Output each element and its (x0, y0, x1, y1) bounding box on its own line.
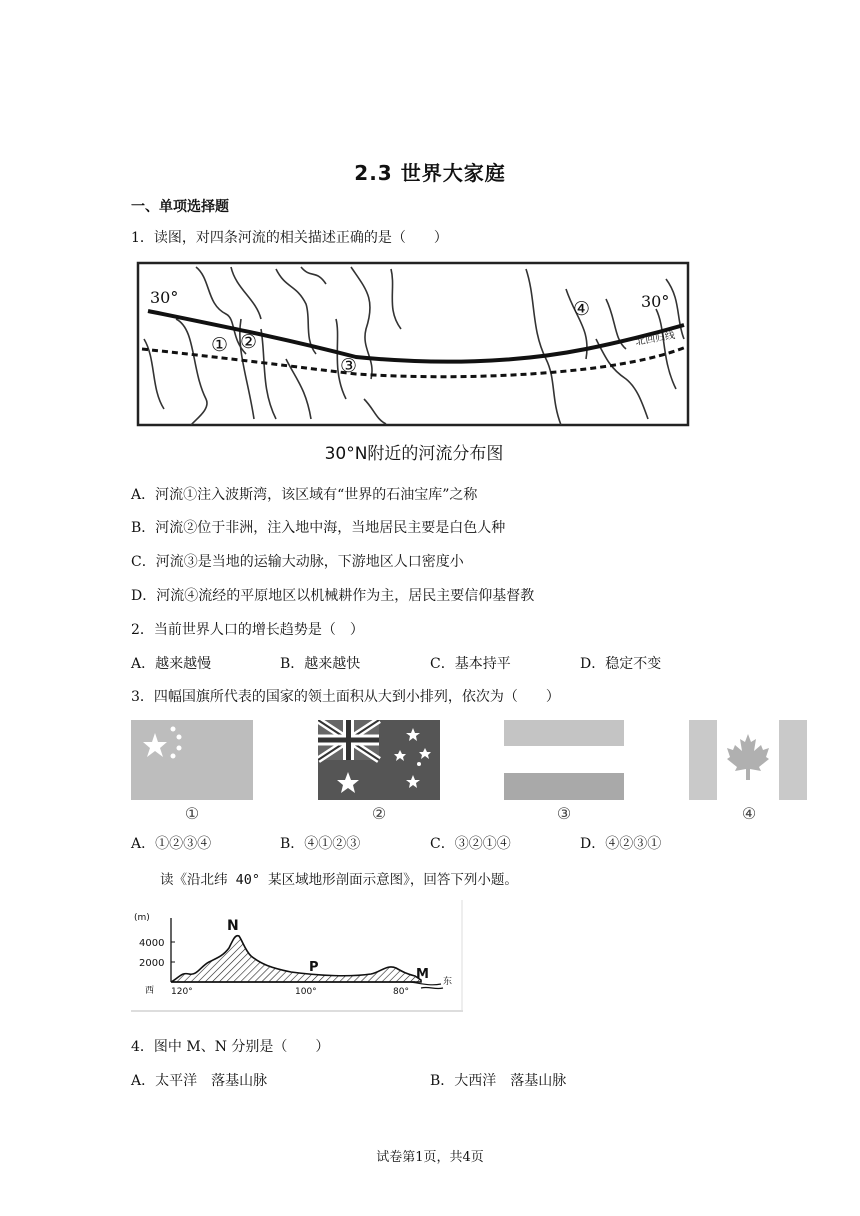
section-heading: 一、单项选择题 (131, 199, 229, 215)
y-tick-4000: 4000 (139, 938, 165, 949)
flag-label-3: ③ (556, 804, 572, 822)
question-2-stem: 2．当前世界人口的增长趋势是（ ） (131, 622, 364, 638)
point-n: N (227, 918, 239, 934)
x-tick-120: 120° (171, 987, 193, 997)
flag-label-4: ④ (741, 804, 757, 822)
q3-option-a[interactable]: A．①②③④ (131, 836, 212, 852)
question-3-stem: 3．四幅国旗所代表的国家的领土面积从大到小排列，依次为（ ） (131, 689, 560, 705)
question-4-stem: 4．图中 M、N 分别是（ ） (131, 1039, 330, 1055)
point-m: M (416, 967, 429, 982)
flag-label-1: ① (184, 804, 200, 822)
tropic-label: 北回归线 (634, 330, 676, 348)
q1-option-b[interactable]: B．河流②位于非洲，注入地中海，当地居民主要是白色人种 (131, 520, 506, 536)
flag-china (131, 720, 253, 822)
page-title: 2.3 世界大家庭 (354, 161, 506, 185)
q4-option-b[interactable]: B．大西洋 落基山脉 (430, 1073, 567, 1089)
page-footer: 试卷第1页，共4页 (376, 1150, 484, 1165)
flag-canada (689, 720, 809, 822)
river-2-marker: ② (240, 331, 258, 353)
q2-option-c[interactable]: C．基本持平 (430, 656, 511, 672)
q1-option-c[interactable]: C．河流③是当地的运输大动脉，下游地区人口密度小 (131, 554, 464, 570)
q4-option-a[interactable]: A．太平洋 落基山脉 (131, 1073, 268, 1089)
flag-label-2: ② (371, 804, 387, 822)
q3-option-d[interactable]: D．④②③① (580, 836, 662, 852)
river-4-marker: ④ (573, 298, 591, 320)
river-1-marker: ① (211, 334, 229, 356)
q3-option-c[interactable]: C．③②①④ (430, 836, 511, 852)
y-tick-2000: 2000 (139, 958, 165, 969)
west-label: 西 (145, 986, 155, 996)
q2-option-a[interactable]: A．越来越慢 (131, 656, 212, 672)
q2-option-d[interactable]: D．稳定不变 (580, 656, 662, 672)
terrain-profile (131, 900, 463, 1012)
east-label: 东 (443, 977, 453, 987)
q1-option-a[interactable]: A．河流①注入波斯湾，该区域有“世界的石油宝库”之称 (131, 487, 478, 503)
lat-label-right: 30° (641, 292, 670, 311)
q1-option-d[interactable]: D．河流④流经的平原地区以机械耕作为主，居民主要信仰基督教 (131, 588, 535, 604)
reading-intro: 读《沿北纬 40° 某区域地形剖面示意图》，回答下列小题。 (160, 872, 518, 888)
map-caption: 30°N附近的河流分布图 (324, 444, 504, 464)
y-axis-unit: (m) (134, 913, 150, 923)
flag-tricolor (504, 720, 626, 822)
river-distribution-map (136, 259, 692, 469)
question-1-stem: 1．读图，对四条河流的相关描述正确的是（ ） (131, 230, 448, 246)
point-p: P (309, 960, 319, 975)
lat-label-left: 30° (150, 288, 179, 307)
q3-option-b[interactable]: B．④①②③ (280, 836, 361, 852)
river-3-marker: ③ (340, 355, 358, 377)
flag-australia (318, 720, 442, 822)
x-tick-80: 80° (393, 987, 409, 997)
q2-option-b[interactable]: B．越来越快 (280, 656, 361, 672)
x-tick-100: 100° (295, 987, 317, 997)
